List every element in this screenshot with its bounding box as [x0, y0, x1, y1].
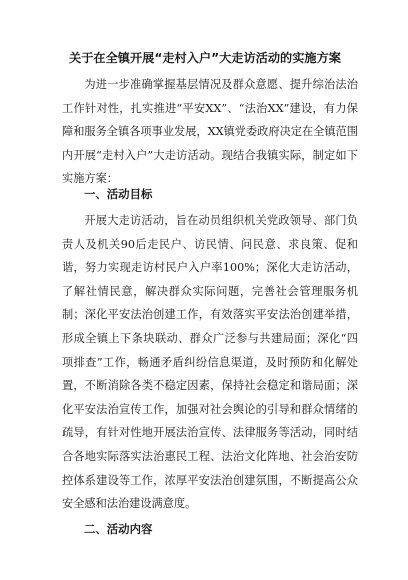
section-heading-content: 二、活动内容 — [84, 522, 153, 536]
intro-paragraph: 为进一步准确掌握基层情况及群众意愿、提升综治法治工作针对性，扎实推进“平安XX”、“法治XX”建设，有力保障和服务全镇各项事业发展，XX镇党委政府决定在全镇范围内开展“走村入户”大走访活动。现结合我镇实际，制定如下实施方案： — [62, 78, 358, 186]
document-title: 关于在全镇开展“走村入户”大走访活动的实施方案 — [69, 51, 341, 65]
section-heading-objectives: 一、活动目标 — [84, 187, 153, 201]
objectives-paragraph: 开展大走访活动，旨在动员组织机关党政领导、部门负责人及机关90后走民户、访民情、问民意、求良策、促和谐，努力实现走访村民户入户率100%；深化大走访活动，了解社情民意，解决群众实际问题，完善社会管理服务机制；深化平安法治创建工作，有效落实平安法治创建举措，形成全镇上下条块联动、群众广泛参与共建局面；深化“四项排查”工作，畅通矛盾纠纷信息渠道，及时预防和化解处置，不断消除各类不稳定因素，保持社会稳定和谐局面；深化平安法治宣传工作，加强对社会舆论的引导和群众情绪的疏导，有针对性地开展法治宣传、法律服务等活动，同时结合各地实际落实法治惠民工程、法治文化阵地、社会治安防控体系建设等工作，浓厚平安法治创建氛围，不断提高公众安全感和法治建设满意度。 — [62, 214, 358, 511]
